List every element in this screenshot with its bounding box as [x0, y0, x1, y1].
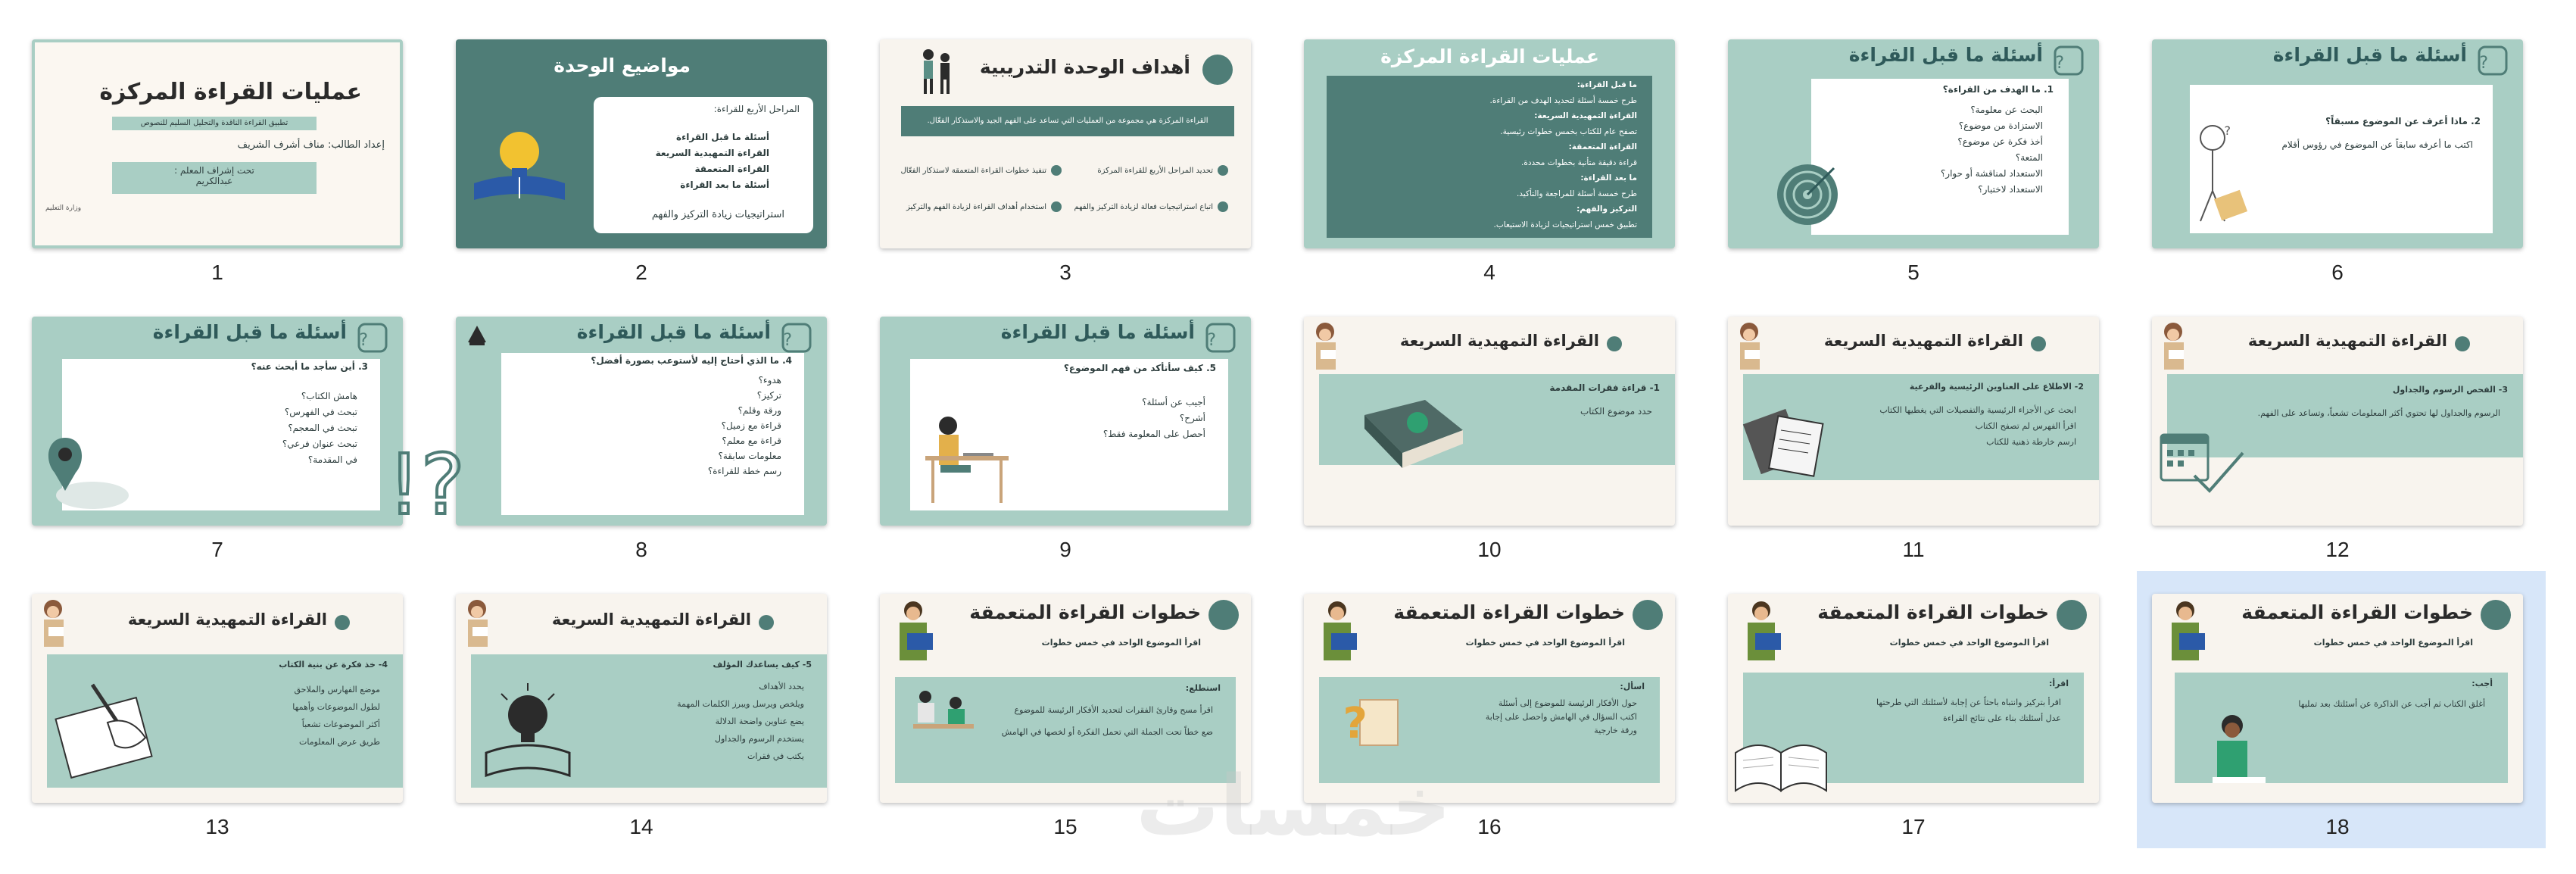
open-book-icon [1728, 715, 1834, 798]
slide-number: 12 [2325, 538, 2350, 561]
goal-item: تحديد المراحل الأربع للقراءة المركزة [1074, 153, 1228, 189]
content-line: يحدد الأهداف [759, 682, 804, 691]
title-dot [2455, 336, 2470, 351]
slide-title: عمليات القراءة المركزة [99, 79, 362, 105]
topic-item: القراءة التمهيدية السريعة [655, 148, 769, 158]
content-line: طريق عرض المعلومات [299, 737, 380, 747]
slide-thumbnail-selected[interactable] [2152, 594, 2576, 874]
answer-line: أخذ فكرة عن موضوع؟ [1957, 136, 2043, 147]
slide-number: 14 [629, 815, 653, 838]
svg-text:?: ? [359, 331, 368, 350]
content-line: ارسم خارطة ذهنية للكتاب [1986, 437, 2076, 447]
slide-thumbnail[interactable] [2152, 39, 2576, 320]
slide-title: خطوات القراءة المتعمقة [2241, 601, 2473, 623]
section-heading: 2- الاطلاع على العناوين الرئيسية والفرعية [1909, 382, 2084, 392]
teacher-box [112, 162, 317, 194]
answer-line: قراءة مع زميل؟ [721, 420, 781, 431]
students-icon [910, 683, 978, 736]
slide-number: 2 [635, 261, 647, 284]
intro-band: القراءة المركزة هي مجموعة من العمليات التي تساعد على الفهم الجيد والاستذكار الفعّال. [901, 106, 1234, 136]
answer-line: قراءة مع معلم؟ [722, 435, 781, 446]
operation-heading: القراءة التمهيدية السريعة: [1534, 111, 1637, 120]
target-icon [1773, 161, 1842, 229]
answer-line: الاستعداد لاختبار؟ [1978, 184, 2043, 195]
teacher-name: عبدالكريم [195, 176, 233, 186]
answer-line: هدوء؟ [758, 375, 781, 385]
topic-item: أسئلة ما بعد القراءة [680, 179, 769, 190]
man-reading-icon [884, 597, 945, 665]
subtitle-band: تطبيق القراءة الناقدة والتحليل السليم للنصوص [112, 117, 317, 130]
title-dot [1202, 55, 1233, 85]
slide-number: 6 [2331, 261, 2344, 284]
content-box [501, 353, 804, 515]
answer-line: اكتب ما أعرفه سابقاً عن الموضوع في رؤوس أقلام [2281, 139, 2473, 150]
lightbulb-book-icon [479, 677, 577, 783]
slide-thumbnail[interactable] [1728, 317, 2152, 597]
slide-title: القراءة التمهيدية السريعة [2247, 332, 2447, 350]
question-heading: 5. كيف سأتأكد من فهم الموضوع؟ [1063, 363, 1216, 373]
thinking-person-icon [2190, 115, 2250, 229]
slide-number: 4 [1483, 261, 1495, 284]
goal-item: اتباع استراتيجيات فعالة لزيادة التركيز والفهم [1074, 189, 1228, 226]
woman-reading-icon [35, 597, 73, 650]
content-box [1811, 79, 2069, 235]
slide-title: القراءة التمهيدية السريعة [127, 610, 327, 629]
svg-text:?: ? [783, 331, 792, 350]
man-reading-icon [2157, 597, 2217, 665]
lightbulb-book-icon [466, 115, 572, 206]
question-pencil-icon [780, 321, 813, 354]
topics-box [594, 97, 813, 233]
woman-reading-icon [1307, 320, 1345, 373]
section-heading: 4- خذ فكرة عن بنية الكتاب [279, 660, 388, 670]
slide-subtitle: اقرأ الموضوع الواحد في خمس خطوات [1889, 638, 2049, 648]
svg-text:?: ? [2055, 54, 2064, 73]
title-dot [2057, 600, 2087, 630]
section-heading: 3- الفحص الرسوم والجداول [2392, 385, 2508, 395]
slide-title: القراءة التمهيدية السريعة [1399, 332, 1599, 350]
slide-subtitle: اقرأ الموضوع الواحد في خمس خطوات [1465, 638, 1625, 648]
answer-line: تبحث في المعجم؟ [288, 423, 357, 433]
question-exclamation-icon [387, 430, 544, 533]
answer-line: المتعة؟ [2015, 152, 2043, 163]
title-dot [759, 615, 774, 630]
operation-heading: ما قبل القراءة: [1576, 80, 1637, 89]
slide-title: أسئلة ما قبل القراءة [152, 321, 347, 343]
slide-title: خطوات القراءة المتعمقة [969, 601, 1201, 623]
woman-reading-icon [2155, 320, 2193, 373]
slide-thumbnail[interactable] [1304, 317, 1728, 597]
slide-title: أهداف الوحدة التدريبية [979, 56, 1190, 78]
operation-heading: التركيز والفهم: [1576, 204, 1637, 214]
content-line: موضع الفهارس والملاحق [294, 685, 380, 695]
operation-desc: تصفح عام للكتاب بخمس خطوات رئيسية. [1500, 126, 1637, 136]
slide-number: 5 [1907, 261, 1920, 284]
answer-line: الاستعداد لمناقشة أو حوار؟ [1940, 168, 2043, 179]
content-line: عدل أسئلتك بناء على نتائج القراءة [1943, 713, 2061, 723]
question-pencil-icon [2052, 44, 2085, 77]
slide-number: 8 [635, 538, 647, 561]
answer-line: الاستزادة من موضوع؟ [1958, 120, 2043, 131]
slide-number: 18 [2325, 815, 2350, 838]
topics-intro: المراحل الأربع للقراءة: [713, 104, 800, 114]
answer-line: أشرح؟ [1179, 413, 1205, 423]
slide-subtitle: اقرأ الموضوع الواحد في خمس خطوات [1041, 638, 1201, 648]
answer-line: تبحث عنوان فرعي؟ [282, 439, 357, 449]
slide-thumbnail[interactable] [456, 39, 880, 320]
section-heading: أجب: [2472, 679, 2493, 688]
content-line: الرسوم والجداول لها تحتوي أكثر المعلومات تشعباً، وتساعد على الفهم. [2257, 408, 2500, 418]
answer-line: في المقدمة؟ [307, 454, 357, 465]
slide-thumbnail[interactable] [880, 39, 1304, 320]
woman-reading-icon [1731, 320, 1769, 373]
slide-number: 3 [1059, 261, 1071, 284]
people-icon [913, 44, 959, 97]
topics-footer: استراتيجيات زيادة التركيز والفهم [651, 209, 784, 220]
content-line: اقرأ الفهرس لم تصفح الكتاب [1975, 421, 2076, 431]
content-line: حدد موضوع الكتاب [1580, 406, 1652, 417]
title-dot [335, 615, 350, 630]
hand-writing-icon [47, 670, 161, 776]
content-line: ضع خطاً تحت الجملة التي تحمل الفكرة أو لخصها في الهامش [1001, 727, 1213, 737]
content-line: يضع عناوين واضحة الدلالة [715, 716, 804, 726]
svg-text:?: ? [2479, 54, 2488, 73]
slide-title: خطوات القراءة المتعمقة [1393, 601, 1625, 623]
answer-line: البحث عن معلومة؟ [1970, 105, 2043, 115]
slide-number: 15 [1053, 815, 1077, 838]
goal-item: تنفيذ خطوات القراءة المتعمقة لاستذكار الفعّال [900, 153, 1062, 189]
slide-thumbnail[interactable] [456, 594, 880, 874]
content-line: اكتب السؤال في الهامش واحصل على إجابة [1485, 712, 1637, 722]
slide-title: القراءة التمهيدية السريعة [551, 610, 751, 629]
svg-text:?: ? [1207, 331, 1216, 350]
title-dot [1607, 336, 1622, 351]
books-stack-icon [1736, 400, 1834, 483]
question-pencil-icon [2476, 44, 2509, 77]
content-line: أغلق الكتاب ثم أجب عن الذاكرة عن أسئلتك بعد تمليها [2298, 699, 2485, 709]
operation-desc: تطبيق خمس استراتيجيات لزيادة الاستيعاب. [1493, 220, 1637, 229]
slide-number: 10 [1477, 538, 1502, 561]
student-writing-icon [2197, 707, 2273, 791]
content-line: أكثر الموضوعات تشعباً [301, 719, 380, 729]
student-name: إعداد الطالب: مناف أشرف الشريف [237, 139, 385, 151]
title-dot [2031, 336, 2046, 351]
section-heading: 5- كيف يساعدك المؤلف [713, 660, 812, 670]
content-line: ويلخص ويرسل ويبرز الكلمات المهمة [677, 699, 804, 709]
content-line: اقرأ بتركيز وانتباه باحثاً عن إجابة لأسئلتك التي طرحتها [1876, 698, 2061, 707]
slide-thumbnail[interactable] [2152, 317, 2576, 597]
answer-line: ورقة وقلم؟ [738, 405, 781, 416]
question-heading: 3. أين سأجد ما أبحث عنه؟ [251, 361, 368, 372]
watermark: خمسات [1136, 757, 1452, 854]
man-reading-icon [1308, 597, 1369, 665]
goal-item: استخدام أهداف القراءة لزيادة الفهم والتركيز [900, 189, 1062, 226]
answer-line: رسم خطة للقراءة؟ [707, 466, 781, 476]
topic-item: أسئلة ما قبل القراءة [676, 132, 769, 142]
slide-thumbnail[interactable] [1728, 594, 2152, 874]
question-heading: 2. ماذا أعرف عن الموضوع مسبقاً؟ [2325, 116, 2481, 126]
slide-subtitle: اقرأ الموضوع الواحد في خمس خطوات [2313, 638, 2473, 648]
slide-thumbnail[interactable] [1728, 39, 2152, 320]
slide-number: 9 [1059, 538, 1071, 561]
question-mark-icon [1343, 692, 1410, 753]
school-label: وزارة التعليم [45, 204, 82, 212]
content-line: ابحث عن الأجزاء الرئيسية والتفصيلات التي يغطيها الكتاب [1879, 405, 2076, 415]
operations-panel [1327, 76, 1652, 238]
title-dot [1633, 600, 1663, 630]
operation-desc: طرح خمسة أسئلة لتحديد الهدف من القراءة. [1489, 95, 1637, 105]
content-line: لطول الموضوعات وأهمها [292, 702, 380, 712]
student-laptop-icon [910, 407, 1016, 506]
slide-number: 16 [1477, 815, 1502, 838]
operation-desc: قراءة دقيقة متأنية بخطوات محددة. [1520, 158, 1637, 167]
content-line: يستخدم الرسوم والجداول [714, 734, 804, 744]
slide-thumbnail[interactable] [880, 317, 1304, 597]
title-dot [1208, 600, 1239, 630]
slide-title: أسئلة ما قبل القراءة [576, 321, 771, 343]
slide-title: أسئلة ما قبل القراءة [1000, 321, 1195, 343]
teacher-label: تحت إشراف المعلم : [174, 165, 254, 176]
calendar-check-icon [2157, 430, 2247, 498]
svg-text:?!: ?! [387, 436, 465, 533]
slide-number: 17 [1901, 815, 1926, 838]
svg-text:?: ? [1343, 699, 1368, 748]
operation-desc: طرح خمسة أسئلة للمراجعة والتأكيد. [1516, 189, 1637, 198]
section-heading: اسأل: [1620, 682, 1645, 691]
man-reading-icon [1732, 597, 1793, 665]
question-heading: 1. ما الهدف من القراءة؟ [1942, 84, 2054, 95]
question-pencil-icon [1204, 321, 1237, 354]
slide-number: 13 [205, 815, 229, 838]
svg-text:?: ? [2224, 123, 2231, 138]
map-pin-icon [39, 423, 130, 513]
answer-line: تبحث في الفهرس؟ [284, 407, 357, 417]
slide-title: أسئلة ما قبل القراءة [1848, 44, 2043, 66]
question-pencil-icon [356, 321, 389, 354]
section-heading: استطلع: [1185, 683, 1221, 693]
book-icon [1357, 385, 1470, 476]
operation-heading: ما بعد القراءة: [1580, 173, 1637, 183]
answer-line: أجيب عن أسئلة؟ [1142, 397, 1205, 407]
answer-line: هامش الكتاب؟ [301, 391, 357, 401]
slide-title: مواضيع الوحدة [554, 55, 691, 76]
answer-line: معلومات سابقة؟ [718, 451, 781, 461]
section-heading: اقرأ: [2049, 679, 2069, 688]
answer-line: أحصل على المعلومة فقط؟ [1102, 429, 1205, 439]
topic-item: القراءة المتعمقة [694, 164, 769, 174]
title-dot [2481, 600, 2511, 630]
slide-title: خطوات القراءة المتعمقة [1817, 601, 2049, 623]
content-line: اقرأ مسح وقارئ الفقرات لتحديد الأفكار الرئيسة للموضوع [1014, 705, 1213, 715]
question-heading: 4. ما الذي أحتاج إليه لأستوعب بصورة أفضل؟ [591, 355, 792, 366]
operation-heading: القراءة المتعمقة: [1568, 142, 1637, 151]
slide-title: أسئلة ما قبل القراءة [2272, 44, 2467, 66]
content-line: حول الأفكار الرئيسة للموضوع إلى أسئلة [1498, 698, 1637, 708]
content-line: ورقة خارجية [1594, 726, 1637, 735]
slide-thumbnail[interactable] [387, 317, 880, 597]
slide-thumbnail[interactable] [32, 594, 456, 874]
slide-thumbnail[interactable] [32, 39, 456, 320]
slide-number: 1 [211, 261, 223, 284]
slide-number: 7 [211, 538, 223, 561]
slide-number: 11 [1902, 538, 1925, 561]
slide-thumbnail[interactable] [1304, 39, 1728, 320]
content-line: يكتب في فقرات [747, 751, 804, 761]
lamp-icon [462, 320, 492, 350]
slide-title: القراءة التمهيدية السريعة [1823, 332, 2023, 350]
woman-reading-icon [459, 597, 497, 650]
section-heading: 1- قراءة فقرات المقدمة [1549, 382, 1660, 393]
answer-line: تركيز؟ [756, 390, 781, 401]
slide-title: عمليات القراءة المركزة [1380, 45, 1599, 67]
